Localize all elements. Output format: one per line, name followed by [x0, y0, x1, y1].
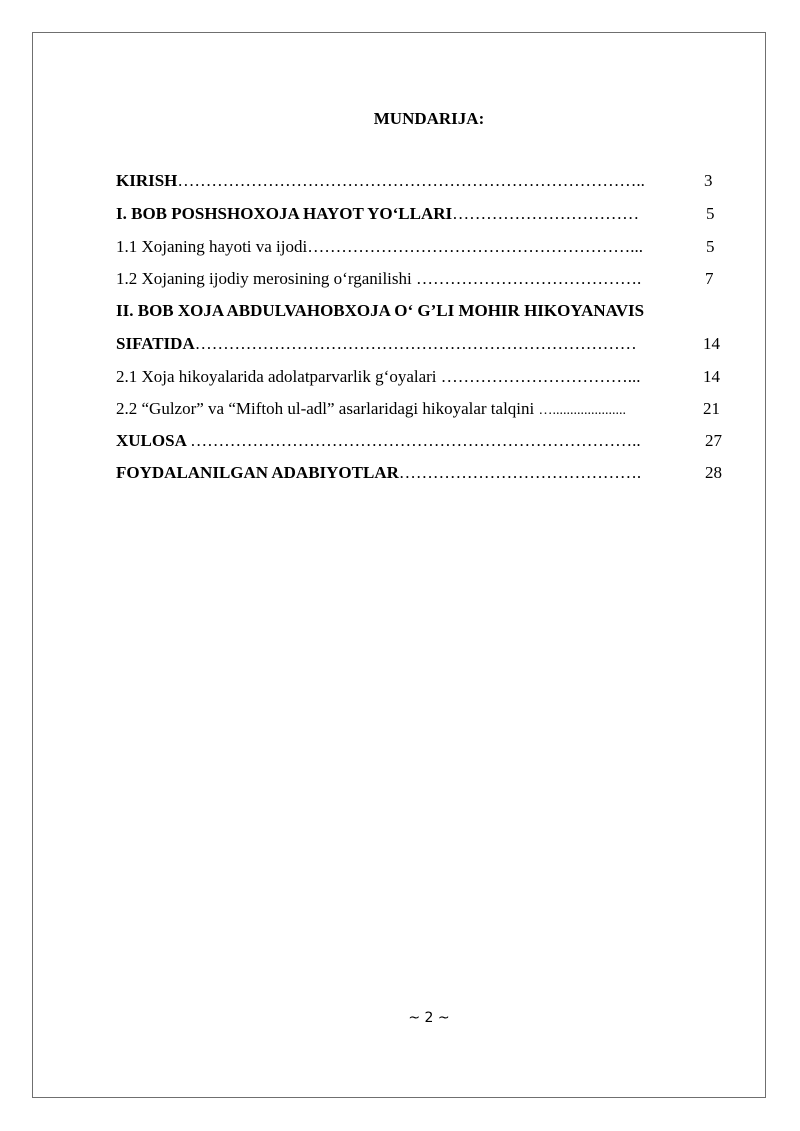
- toc-entry-section-2-2: [116, 398, 626, 422]
- toc-entry-leader: ……………………………………………………………………: [194, 334, 637, 353]
- toc-entry-xulosa: [116, 430, 641, 452]
- toc-entry-page: 3: [704, 171, 713, 190]
- toc-entry-bibliography: [116, 462, 641, 484]
- toc-entry-page: 5: [706, 204, 715, 223]
- toc-entry-page: 7: [705, 269, 714, 288]
- toc-entry-page: 5: [706, 237, 715, 256]
- toc-entry-section-2-1: [116, 366, 641, 388]
- toc-entry-label: 1.1 Xojaning hayoti va ijodi: [116, 237, 308, 256]
- toc-entry-chapter-2-cont: [116, 333, 637, 355]
- toc-entry-leader: ………………………………….: [416, 269, 642, 288]
- toc-entry-chapter-2: [116, 300, 644, 322]
- toc-entry-chapter-1: [116, 203, 639, 225]
- toc-entry-page: 21: [703, 399, 720, 418]
- toc-entry-leader: ….....................: [538, 403, 626, 418]
- toc-entry-page: 27: [705, 431, 722, 450]
- toc-entry-page: 14: [703, 334, 720, 353]
- toc-entry-label: II. BOB XOJA ABDULVAHOBXOJA O‘ G’LI MOHIR HIKOYANAVIS: [116, 301, 645, 320]
- page-number-footer: ~ 2 ~: [408, 1010, 450, 1026]
- toc-entry-section-1-2: [116, 268, 641, 290]
- toc-entry-leader: ………………………………………………………………………..: [177, 171, 645, 190]
- toc-entry-label: KIRISH: [116, 171, 178, 190]
- toc-entry-label: FOYDALANILGAN ADABIYOTLAR: [116, 463, 399, 482]
- toc-entry-label: 1.2 Xojaning ijodiy merosining o‘rganilishi: [116, 269, 416, 288]
- toc-entry-leader: …………………………………………………...: [307, 237, 643, 256]
- toc-entry-page: 14: [703, 367, 720, 386]
- toc-entry-label: SIFATIDA: [116, 334, 195, 353]
- toc-entry-kirish: [116, 170, 645, 192]
- toc-title: MUNDARIJA:: [373, 109, 485, 128]
- toc-entry-label: 2.2 “Gulzor” va “Miftoh ul-adl” asarlaridagi hikoyalar talqini: [116, 399, 539, 418]
- toc-entry-leader: ……………………………: [452, 204, 640, 223]
- toc-entry-leader: …………………………………….: [398, 463, 642, 482]
- toc-entry-section-1-1: [116, 236, 643, 258]
- toc-entry-leader: ……………………………...: [440, 367, 641, 386]
- toc-entry-page: 28: [705, 463, 722, 482]
- toc-entry-label: I. BOB POSHSHOXOJA HAYOT YO‘LLARI: [116, 204, 453, 223]
- toc-entry-label: 2.1 Xoja hikoyalarida adolatparvarlik g‘oyalari: [116, 367, 441, 386]
- toc-entry-label: XULOSA: [116, 431, 191, 450]
- toc-entry-leader: ……………………………………………………………………..: [190, 431, 641, 450]
